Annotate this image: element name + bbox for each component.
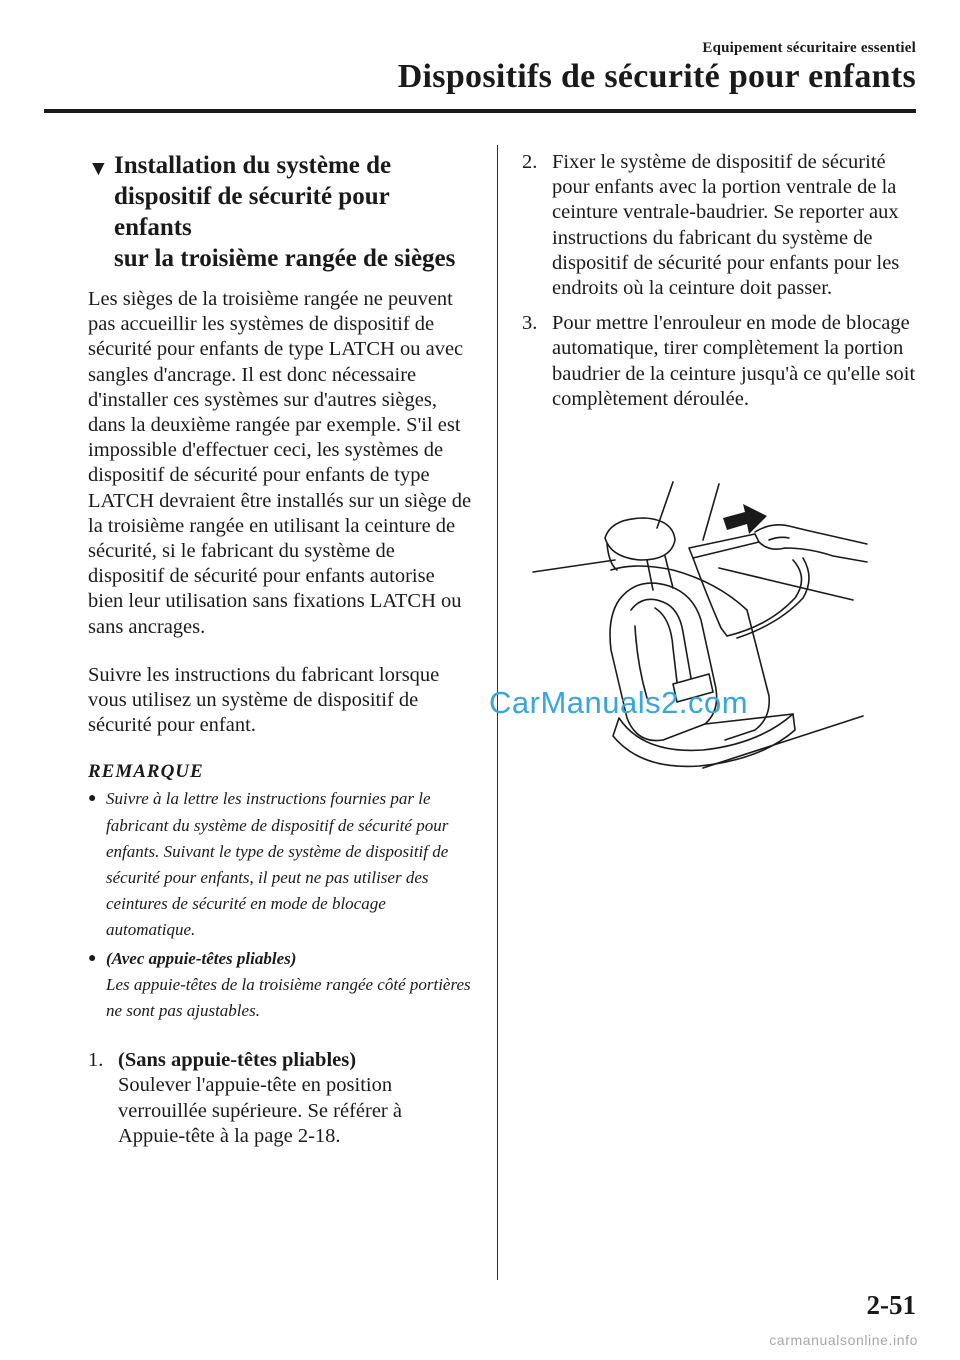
bullet-icon: ● — [88, 950, 97, 966]
step-1-number: 1. — [88, 1049, 104, 1072]
step-2-text: Fixer le système de dispositif de sécurité pour enfants avec la portion ventrale de la ceinture ventrale-baudrier. Se reporter aux instructions du fabricant du système de dispositif de sécurité pour enfants pour les endroits où la ceinture doit passer. — [552, 151, 900, 300]
section-heading-line-2: dispositif de sécurité pour enfants — [114, 183, 390, 241]
step-2 — [522, 150, 927, 301]
step-3-number: 3. — [522, 312, 538, 335]
note-item-2-text: Les appuie-têtes de la troisième rangée côté portières ne sont pas ajustables. — [106, 974, 471, 1021]
header-subtitle: Equipement sécuritaire essentiel — [702, 40, 916, 56]
section-heading-line-1: Installation du système de — [114, 152, 392, 179]
note-item-2 — [88, 946, 473, 1025]
page-title: Dispositifs de sécurité pour enfants — [397, 58, 916, 95]
down-triangle-icon: ▼ — [88, 156, 109, 180]
footer-watermark: carmanualsonline.info — [769, 1332, 918, 1348]
child-seat-belt-illustration — [523, 478, 869, 776]
intro-paragraph: Les sièges de la troisième rangée ne peuvent pas accueillir les systèmes de dispositif de sécurité pour enfants de type LATCH ou avec sangles d'ancrage. Il est donc nécessaire d'installer ces systèmes sur d'autres sièges, dans la deuxième rangée par exemple. S'il est impossible d'effectuer ceci, les systèmes de dispositif de sécurité pour enfants de type LATCH devraient être installés sur un siège de la troisième rangée en utilisant la ceinture de sécurité, si le fabricant du système de dispositif de sécurité pour enfants autorise bien leur utilisation sans fixations LATCH ou sans ancrages. — [88, 288, 472, 638]
step-1-text: Soulever l'appuie-tête en position verrouillée supérieure. Se référer à Appuie-tête à la page 2-18. — [118, 1074, 402, 1147]
note-item-1-text: Suivre à la lettre les instructions fournies par le fabricant du système de dispositif de sécurité pour enfants. Suivant le type de système de dispositif de sécurité pour enfants, il peut ne pas utiliser des ceintures de sécurité en mode de blocage automatique. — [106, 789, 449, 940]
bullet-icon: ● — [88, 791, 97, 807]
step-3 — [522, 311, 927, 412]
instructions-paragraph: Suivre les instructions du fabricant lorsque vous utilisez un système de dispositif de sécurité pour enfant. — [88, 663, 440, 737]
right-column — [522, 150, 927, 422]
step-3-text: Pour mettre l'enrouleur en mode de blocage automatique, tirer complètement la portion baudrier de la ceinture jusqu'à ce qu'elle soit complètement déroulée. — [552, 312, 916, 410]
watermark: CarManuals2.com — [489, 685, 749, 720]
section-heading-line-3: sur la troisième rangée de sièges — [114, 245, 456, 272]
step-1 — [88, 1048, 473, 1149]
step-1-heading: (Sans appuie-têtes pliables) — [118, 1049, 357, 1072]
note-item-2-heading: (Avec appuie-têtes pliables) — [106, 948, 297, 968]
section-heading — [88, 150, 473, 274]
note-item-1 — [88, 786, 473, 943]
page-number: 2-51 — [866, 1290, 916, 1320]
step-2-number: 2. — [522, 151, 538, 173]
left-column — [88, 150, 473, 1159]
note-title: REMARQUE — [88, 761, 204, 783]
header-rule — [44, 109, 916, 113]
